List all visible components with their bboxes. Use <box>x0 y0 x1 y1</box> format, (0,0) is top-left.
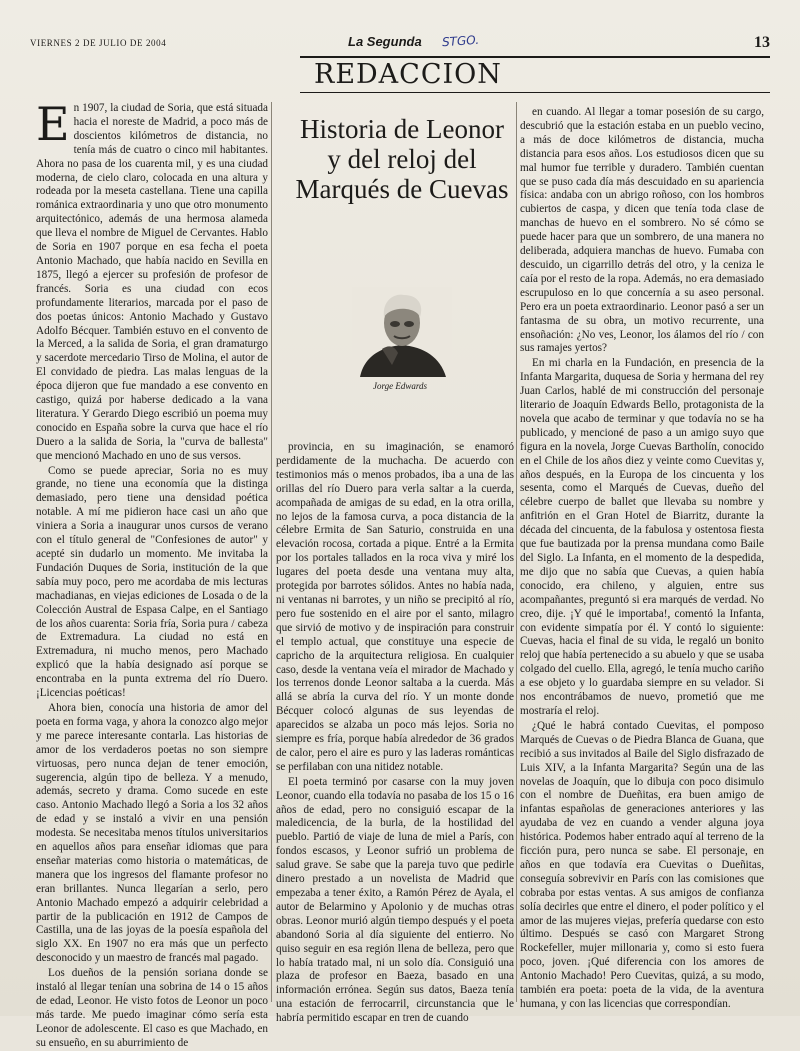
article-paragraph: El poeta terminó por casarse con la muy joven Leonor, cuando ella todavía no pasaba de los 15 o 16 años de edad, pero no consiguió escapar de la maledicencia, de la burla, de la hostilidad del pueblo. Partió de viaje de luna de miel a París, con fondos escasos, y Leonor sufrió un problema de salud grave. Se sabe que la pareja tuvo que pedirle dinero prestado a un novelista de Madrid que empezaba a tener éxito, a Ramón Pérez de Ayala, el autor de Belarmino y Apolonio y de muchas otras obras. Leonor murió algún tiempo después y el poeta abandonó Soria al día siguiente del entierro. No quiso seguir en esa región llena de belleza, pero que lo había tratado mal, ni un solo día. Consiguió una plaza de profesor en Baeza, basado en una información errónea. Según sus datos, Baeza tenía una estación de ferrocarril, circunstancia que le habría permitido escapar en tren de cuando <box>276 775 514 1025</box>
section-header <box>300 56 770 93</box>
article-column-3 <box>520 106 764 1010</box>
photo-caption: Jorge Edwards <box>372 381 428 391</box>
author-portrait-icon <box>352 287 452 377</box>
article-paragraph: ¿Qué le habrá contado Cuevitas, el pomposo Marqués de Cuevas o de Piedra Blanca de Guana, que recibió a sus invitados al Baile del Siglo disfrazado de Luis XIV, a la Infanta Margarita? Según una de las novelas de Joaquín, que lo dibuja con poco disimulo con el nombre de Dueñitas, era buen amigo de infantas españolas de generaciones anteriores y las ayudaba de vez en cuando a vender alguna joya histórica. Podemos haber entrado aquí al terreno de la ficción pura, pero nunca se sabe. El personaje, en años en que todavía era Cuevitas o Dueñitas, conseguía sobrevivir en París con las comisiones que cobraba por estas ventas. A sus amigos de confianza solía decirles que entre el dinero, el poder político y el amor de las mujeres viejas, prefería quedarse con esto último. Después se casó con Margaret Strong Rockefeller, mujer millonaria y, como si esto fuera poco, joven. ¡Qué diferencia con los amores de Antonio Machado! Pero Cuevitas, quizá, a su modo, también era poeta: poeta de la vida, de la aventura humana, y con las licencias que correspondían. <box>520 719 764 1010</box>
column-divider <box>271 102 272 1002</box>
masthead <box>30 34 770 54</box>
article-paragraph: Como se puede apreciar, Soria no es muy grande, no tiene una economía que la distinga demasiado, pero tiene una densidad poética notable. A mí me pidieron hace casi un año que viniera a Soria a inaugurar unos cursos de verano con el título general de "Confesiones de autor" y acepté sin dudarlo un momento. Me invitaba la Fundación Duques de Soria, institución de la que sabía muy poco, pero me acordaba de mis lecturas machadianas, en viejas ediciones de Losada o de la Colección Austral de Espasa Calpe, en el Santiago de los años cuarenta: Soria fría, Soria pura / cabeza de Extremadura. La ciudad no está en Extremadura, ni mucho menos, pero Machado explicó que la había designado así porque se encontraba en la punta extrema del río Duero. ¡Licencias poéticas! <box>36 464 268 700</box>
article-paragraph: Los dueños de la pensión soriana donde se instaló al llegar tenían una sobrina de 14 o 15 años de edad, Leonor. He visto fotos de Leonor un poco más tarde. Me puedo imaginar cómo sería esta Leonor de adolescente. El caso es que Machado, en su ensueño, en su aburrimiento de <box>36 967 268 1049</box>
article-paragraph: En mi charla en la Fundación, en presencia de la Infanta Margarita, duquesa de Soria y hermana del rey Juan Carlos, hablé de mi construcción del personaje literario de Joaquín Edwards Bello, protagonista de la novela que acabo de terminar y que todavía no se ha publicado, y mencioné de paso a un amigo suyo que figura en la novela, Jorge Cuevas Bartholín, conocido en el Chile de los años diez y veinte como Cuevitas y, años después, en la Europa de los cincuenta y los sesenta, como el Marqués de Cuevas, dueño del célebre cuerpo de ballet que llevaba su nombre y anfitrión en el Gran Hotel de Biarritz, durante la década del cincuenta, de la fabulosa y ostentosa fiesta que fue bautizada por la prensa mundana como Baile del Siglo. La Infanta, en el momento de la despedida, me dijo que no sabía que Cuevas, a quien había conocido, era chileno, y alguien, entre sus acompañantes, preguntó si era marqués de verdad. No creo, dije. ¡Y qué le importaba!, comentó la Infanta, con evidente simpatía por él. Y contó lo siguiente: Cuevas, hacia el final de su vida, le regaló un bonito reloj que había pertenecido a su abuelo y que se usaba colgado del cuello. Ella, agregó, le tenía mucho cariño a ese objeto y lo guardaba siempre en su velador. Si nos encontrábamos de nuevo, prometió que me mostraría el reloj. <box>520 357 764 717</box>
article-column-1 <box>36 97 268 1049</box>
article-paragraph: En 1907, la ciudad de Soria, que está situada hacia el noreste de Madrid, a poco más de doscientos kilómetros de distancia, no tenía más de cuatro o cinco mil habitantes. Ahora no pasa de los cuarenta mil, y es una ciudad moderna, de cielo claro, colocada en una altura y rodeada por la meseta castellana. Tiene una capilla románica extraordinaria y uno que otro monumento arquitectónico, además de una hermosa alameda que lleva el nombre de Miguel de Cervantes. Hablo de Soria en 1907 porque en esa fecha el poeta Antonio Machado, que había nacido en Sevilla en 1875, llegó a ejercer su profesión de profesor de francés. Soria es una ciudad con ecos profundamente literarios, marcada por el paso de dos poetas únicos: Antonio Machado y Gustavo Adolfo Bécquer. También estuvo en el convento de la Merced, a la salida de Soria, el gran dramaturgo y sacerdote mercedario Tirso de Molina, el autor de El convidado de piedra. Las malas lenguas de la época dijeron que fue mandado a ese convento en castigo, quizá por haberse dedicado a la vana literatura. Y Gerardo Diego escribió un poema muy conocido en España sobre la curva que hace el río Duero a la salida de Soria, la "curva de ballesta" que mencionó Machado en uno de sus versos. <box>36 97 268 462</box>
article-paragraph: Ahora bien, conocía una historia de amor del poeta en forma vaga, y ahora la conozco algo mejor y me parece interesante contarla. Las historias de amor de los verdaderos poetas no son siempre virtuosas, pero nunca dejan de tener emoción, sugerencia, algún tipo de belleza. Y a menudo, además, secreto y drama. Como sucede en este caso. Antonio Machado llegó a Soria a los 32 años de edad y se instaló a vivir en una pensión modesta. Se necesitaba menos títulos universitarios en aquellos años para enseñar idiomas que para enseñar materias como historia o matemáticas, de manera que los ingresos del flamante profesor no eran brillantes. Nunca llegarían a serlo, pero Antonio Machado empezó a adquirir celebridad a partir de la publicación en 1912 de Campos de Castilla, una de las joyas de la poesía española del siglo XX. En 1907 no era más que un perfecto desconocido y un maestro de francés mal pagado. <box>36 701 268 965</box>
article-headline: Historia de Leonor y del reloj del Marqués de Cuevas <box>295 114 509 204</box>
handwritten-note: STGO. <box>441 32 480 50</box>
section-label: REDACCION <box>314 59 502 90</box>
article-paragraph: en cuando. Al llegar a tomar posesión de su cargo, descubrió que la estación estaba en un pueblo vecino, a más de doce kilómetros de distancia, mucha distancia para esos años. Los estudiosos dicen que su mal humor fue terrible y duradero. También cuentan que se puso cada día más descuidado en su apariencia física: andaba con un abrigo roñoso, con los hombros cubiertos de caspa, y dicen que tenía toda clase de manchas de huevo en el sombrero. No sé cómo se puede hacer para que un sombrero, de una manera no deliberada, adquiera manchas de huevo. Fumaba con descuido, un cigarrillo detrás del otro, y la ceniza le caía por el resto de la ropa. Además, no era demasiado escrupuloso en lo que concernía a su aseo personal. Pero era un poeta extraordinario. Leonor pasó a ser un fantasma de su obra, un motivo recurrente, una ensoñación: ¿No ves, Leonor, los álamos del río / con sus ramajes yertos? <box>520 106 764 355</box>
newspaper-name: La Segunda <box>348 34 422 49</box>
dateline: VIERNES 2 DE JULIO DE 2004 <box>30 38 167 48</box>
column-divider <box>516 102 517 1002</box>
drop-cap: E <box>36 97 70 151</box>
article-column-2 <box>276 441 514 1025</box>
page-number: 13 <box>754 34 770 51</box>
author-photo <box>352 287 452 377</box>
article-paragraph: provincia, en su imaginación, se enamoró perdidamente de la muchacha. De acuerdo con testimonios más o menos probados, iba a una de las orillas del río Duero para verla saltar a la cuerda, acompañada de amigas de su edad, en la otra orilla, no lejos de la famosa curva, a poca distancia de la célebre Ermita de San Saturio, construida en una elevación rocosa, cortada a pique. Entré a la Ermita por los portales tallados en la roca viva y miré los lugares del poeta desde una ventana muy alta, protegida por barrotes sólidos. Antes no había nada, ni ventanas ni barrotes, y un niño se precipitó al río, pero fue sostenido en el aire por el santo, milagro que sirvió de motivo y de inspiración para construir el templo actual, que constituye una especie de capricho de la arquitectura religiosa. En cualquier caso, desde la ventana veía el mirador de Machado y los terrenos donde Leonor saltaba a la cuerda. Más allá se abría la curva del río. Y un monte donde Bécquer colocó algunas de sus leyendas de aparecidos se alzaba un poco más lejos. Soria no siempre es fría, porque había alrededor de 36 grados de calor, pero el aire es puro y las laderas románticas se perfilaban con una nitidez notable. <box>276 441 514 773</box>
